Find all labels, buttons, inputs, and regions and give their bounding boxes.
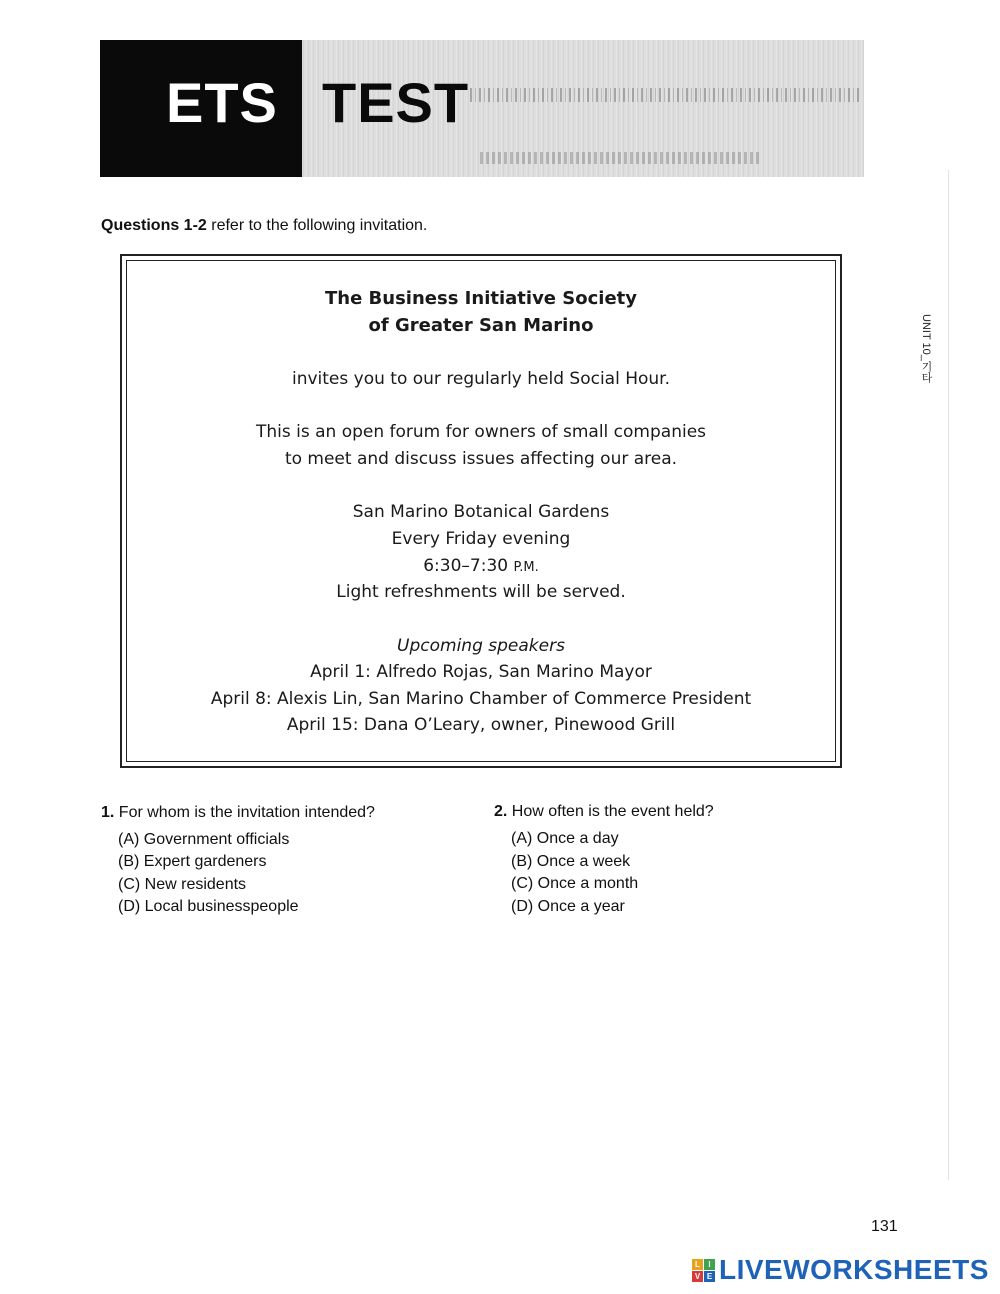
invitation-refreshments: Light refreshments will be served. (336, 582, 626, 602)
invitation-title-line1: The Business Initiative Society (324, 288, 637, 309)
answer-option[interactable]: (C) Once a month (511, 875, 639, 892)
banner-test-label: TEST (322, 71, 470, 134)
invitation-time-main: 6:30–7:30 (423, 556, 514, 576)
question-1 (101, 802, 375, 824)
logo-block: L (692, 1259, 703, 1270)
intro-bold: Questions 1-2 (101, 217, 207, 234)
invitation-time (122, 556, 840, 576)
banner-texture (470, 88, 860, 102)
banner-texture (480, 152, 760, 164)
invitation-time-suffix: P.M. (513, 560, 539, 575)
logo-block: I (704, 1259, 715, 1270)
question-number: 2. (494, 803, 508, 820)
side-tab: UNIT 10_기타 (920, 314, 932, 383)
question-text: For whom is the invitation intended? (118, 804, 375, 821)
invitation-invite-line: invites you to our regularly held Social Hour. (291, 369, 671, 389)
answer-option[interactable]: (B) Once a week (511, 853, 631, 870)
page-number: 131 (871, 1218, 898, 1235)
question-number: 1. (101, 804, 115, 821)
scan-edge-line (948, 170, 949, 1180)
invitation-speakers-heading: Upcoming speakers (397, 636, 565, 656)
invitation-title-line2: of Greater San Marino (368, 315, 594, 336)
speaker-item: April 8: Alexis Lin, San Marino Chamber of Commerce President (210, 689, 752, 709)
logo-icon (692, 1259, 715, 1282)
invitation-box (120, 254, 842, 768)
invitation-desc-line2: to meet and discuss issues affecting our area. (284, 449, 678, 469)
invitation-desc-line1: This is an open forum for owners of small companies (255, 422, 707, 442)
banner-ets-label: ETS (166, 71, 278, 134)
answer-option[interactable]: (D) Once a year (511, 898, 625, 915)
question-2 (494, 801, 714, 823)
banner-black-block (100, 40, 302, 177)
liveworksheets-logo[interactable] (692, 1254, 989, 1286)
questions-intro (101, 217, 427, 235)
speaker-item: April 15: Dana O’Leary, owner, Pinewood Grill (286, 715, 676, 735)
answer-option[interactable]: (D) Local businesspeople (118, 898, 299, 915)
answer-option[interactable]: (B) Expert gardeners (118, 853, 267, 870)
question-text: How often is the event held? (511, 803, 714, 820)
intro-rest: refer to the following invitation. (206, 217, 428, 234)
logo-text: LIVEWORKSHEETS (719, 1254, 989, 1285)
logo-block: E (704, 1271, 715, 1282)
logo-block: V (692, 1271, 703, 1282)
invitation-venue: San Marino Botanical Gardens (352, 502, 610, 522)
answer-option[interactable]: (A) Government officials (118, 831, 290, 848)
speaker-item: April 1: Alfredo Rojas, San Marino Mayor (310, 662, 652, 682)
header-banner (100, 40, 864, 177)
invitation-day: Every Friday evening (391, 529, 571, 549)
answer-option[interactable]: (C) New residents (118, 876, 247, 893)
answer-option[interactable]: (A) Once a day (511, 830, 619, 847)
